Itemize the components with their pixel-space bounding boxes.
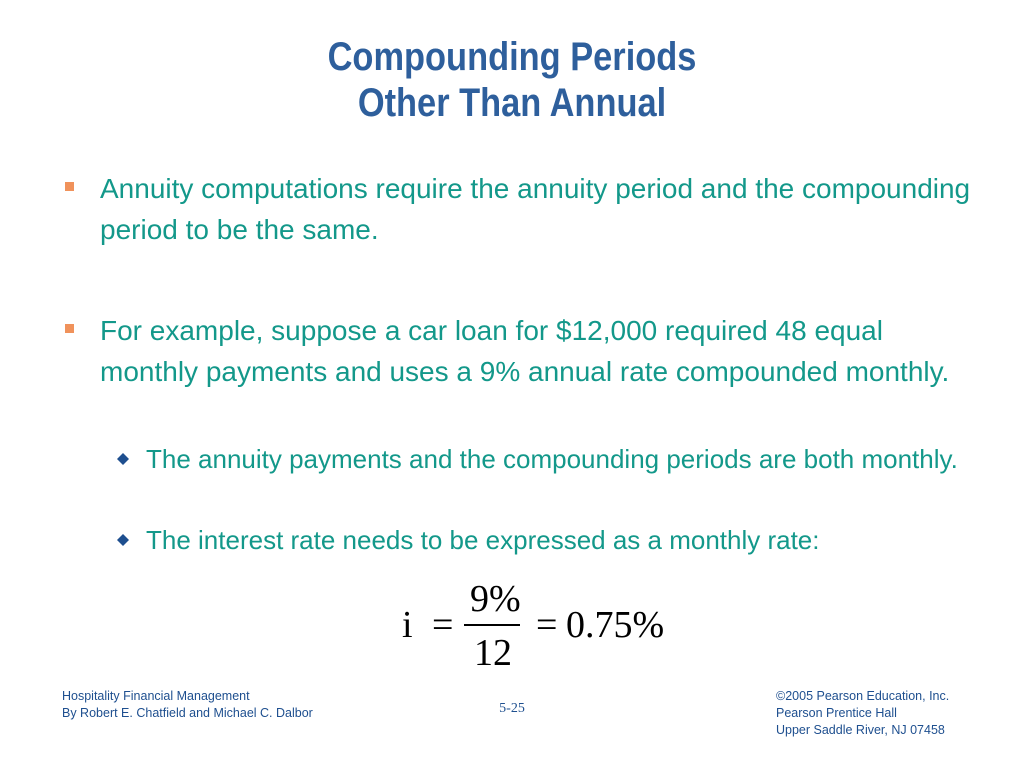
diamond-bullet-icon <box>116 533 130 547</box>
footer-left <box>62 688 313 722</box>
formula-denominator: 12 <box>474 632 512 674</box>
footer-book-title: Hospitality Financial Management <box>62 689 250 703</box>
slide-title-line-2: Other Than Annual <box>357 81 667 125</box>
square-bullet-icon <box>65 324 74 333</box>
formula-variable: i <box>402 604 413 646</box>
footer-copyright: ©2005 Pearson Education, Inc. <box>776 689 950 703</box>
fraction-bar <box>464 624 520 626</box>
page-number: 5-25 <box>499 701 525 716</box>
slide-title-line-1: Compounding Periods <box>327 35 697 79</box>
slide-title <box>72 34 953 126</box>
formula-result: 0.75% <box>566 604 665 646</box>
footer-publisher: Pearson Prentice Hall <box>776 706 897 720</box>
footer-authors: By Robert E. Chatfield and Michael C. Dalbor <box>62 706 313 720</box>
bullet-text-2: For example, suppose a car loan for $12,000 required 48 equal monthly payments and uses a 9% annual rate compounded monthly. <box>100 315 950 387</box>
footer-address: Upper Saddle River, NJ 07458 <box>776 723 945 737</box>
monthly-rate-formula <box>390 575 690 675</box>
formula-equals-2: = <box>536 604 558 646</box>
sub-bullet-text-2: The interest rate needs to be expressed as a monthly rate: <box>146 525 820 555</box>
square-bullet-icon <box>65 182 74 191</box>
formula-equals-1: = <box>432 604 454 646</box>
sub-bullet-text-1: The annuity payments and the compounding periods are both monthly. <box>146 444 958 474</box>
footer-right <box>776 688 949 739</box>
bullet-text-1: Annuity computations require the annuity period and the compounding period to be the same. <box>100 173 971 245</box>
diamond-bullet-icon <box>116 452 130 466</box>
formula-numerator: 9% <box>470 578 521 620</box>
